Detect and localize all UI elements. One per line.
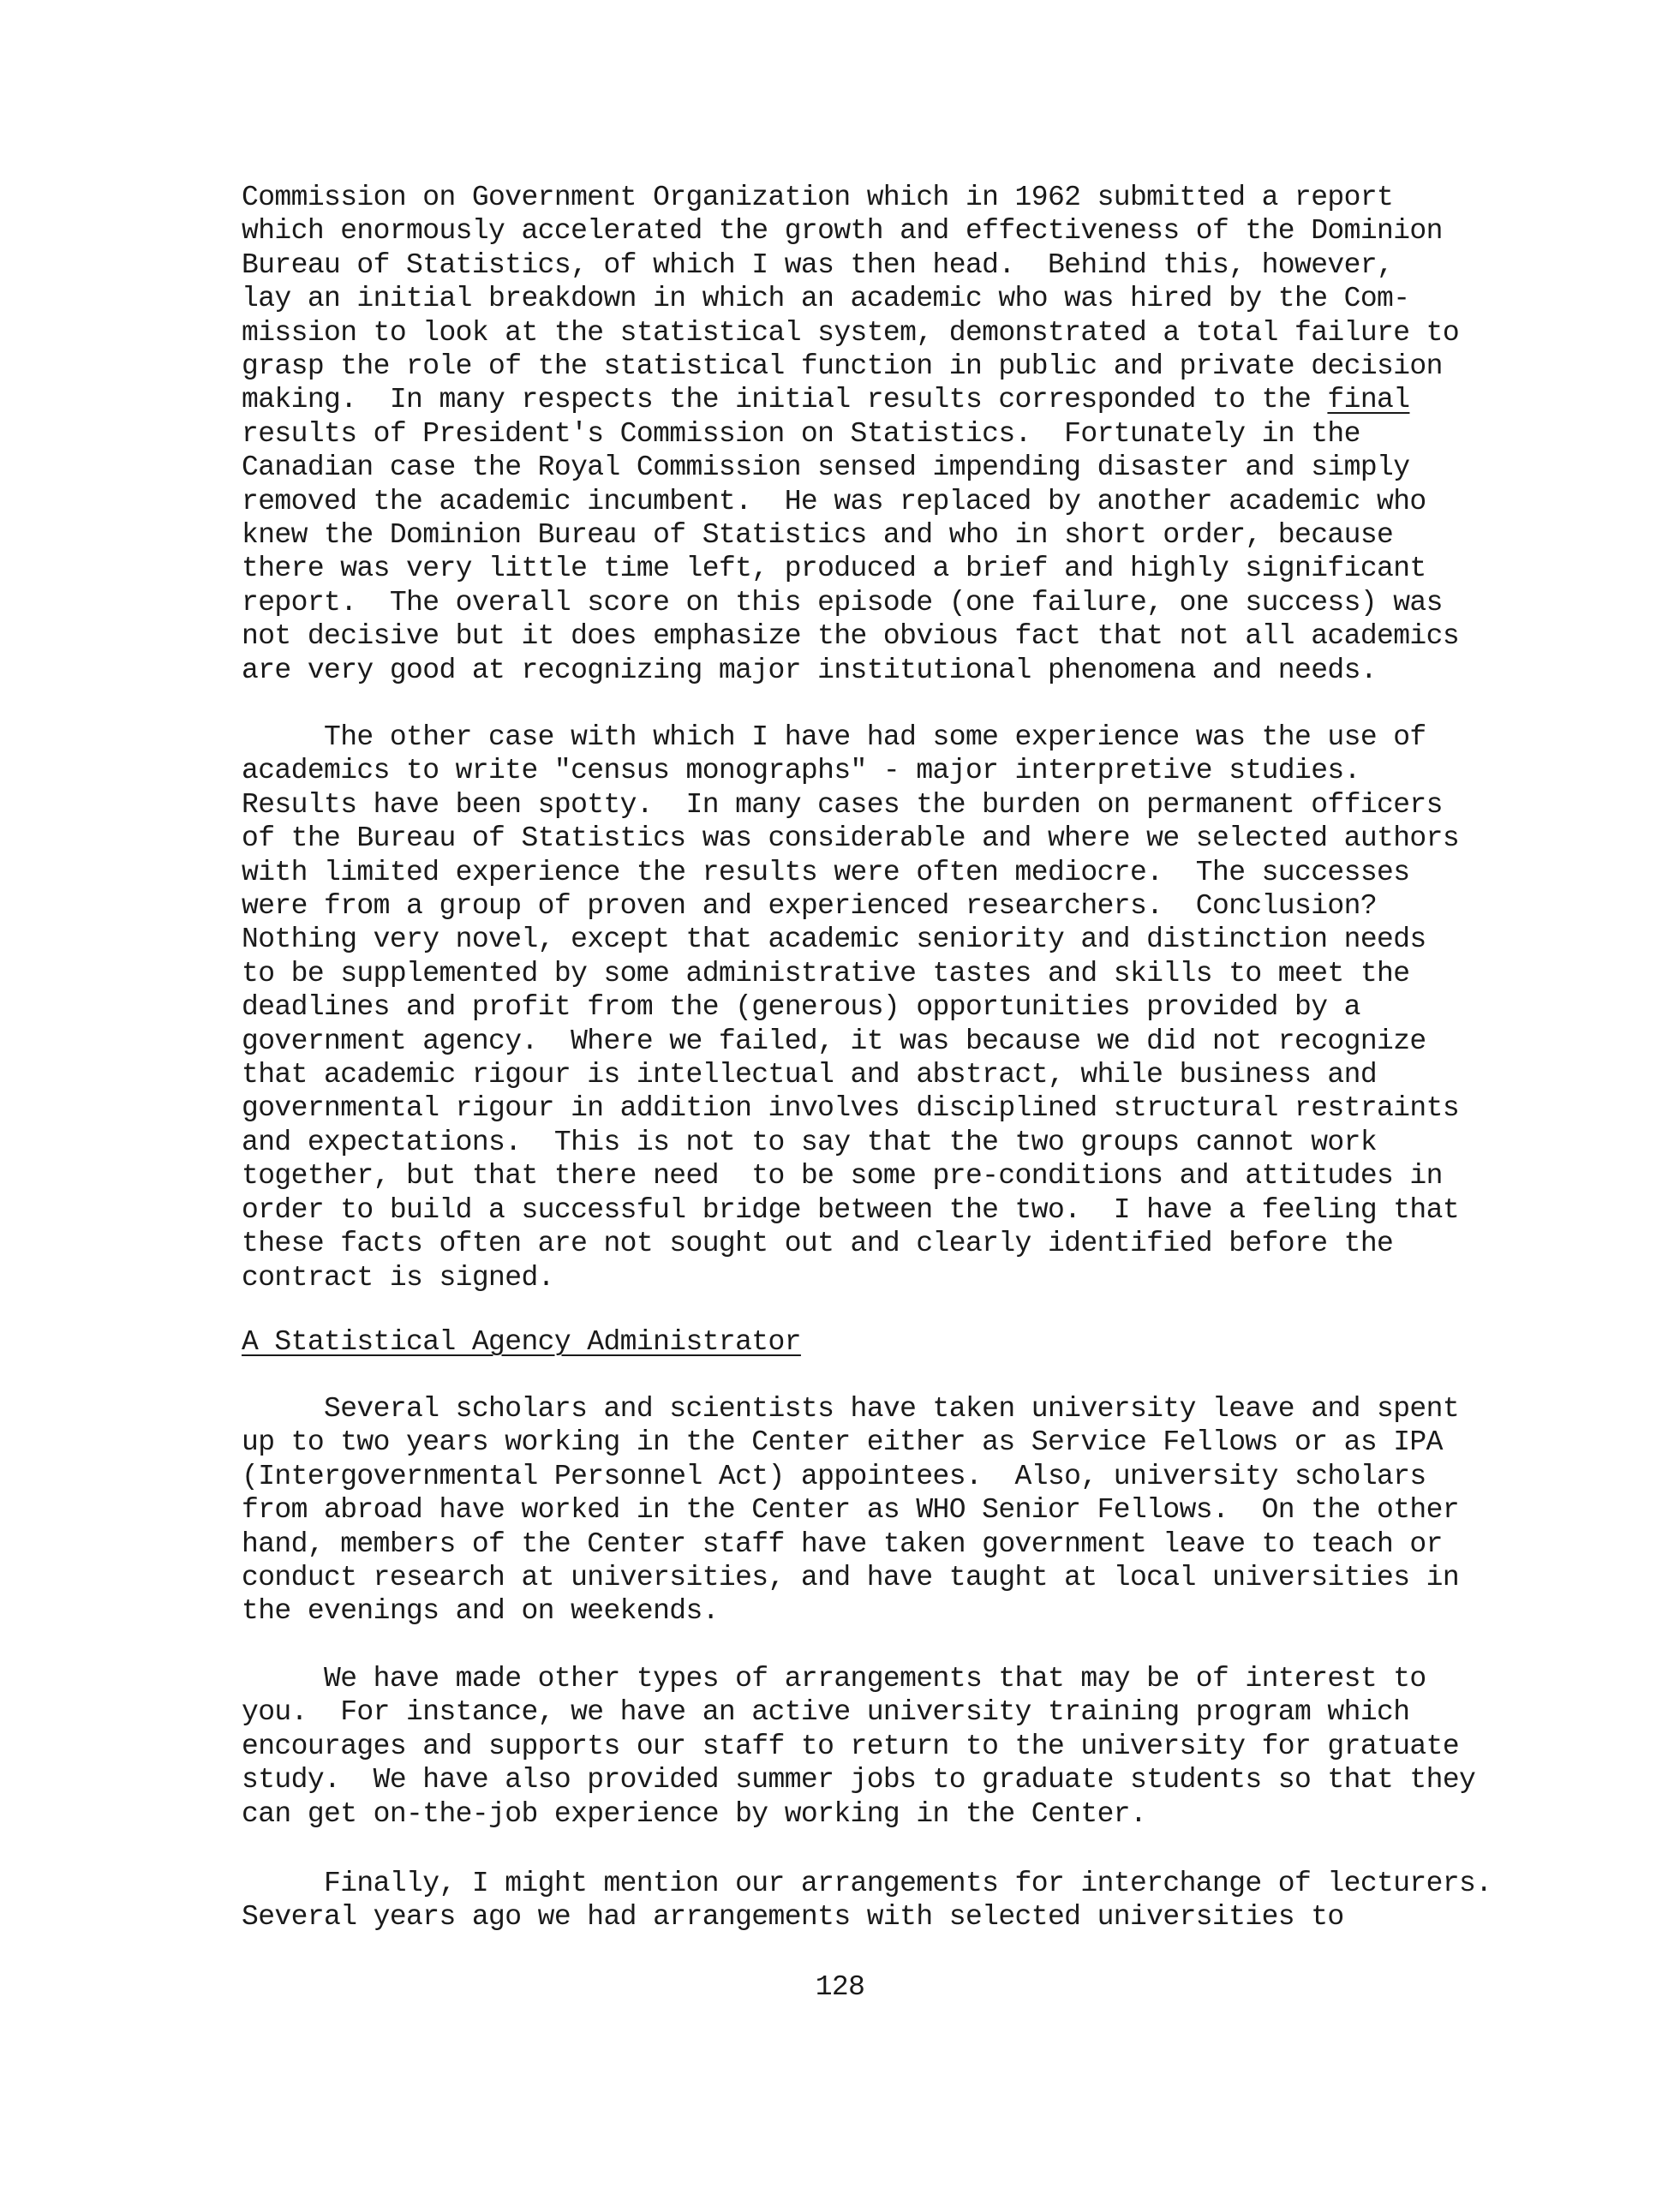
text-line: deadlines and profit from the (generous) opportunities provided by a [242, 991, 1360, 1024]
page-number: 128 [815, 1971, 865, 2003]
text-line: and expectations. This is not to say that the two groups cannot work [242, 1126, 1378, 1158]
paragraph-interchange-lecturers [242, 1867, 1510, 1934]
text-line [242, 383, 1510, 416]
text-line: order to build a successful bridge between the two. I have a feeling that [242, 1193, 1460, 1226]
text-line: knew the Dominion Bureau of Statistics and who in short order, because [242, 519, 1394, 552]
text-line: the evenings and on weekends. [242, 1595, 719, 1628]
text-line: study. We have also provided summer jobs to graduate students so that they [242, 1764, 1476, 1796]
text-line: removed the academic incumbent. He was replaced by another academic who [242, 485, 1426, 517]
text-line: results of President's Commission on Statistics. Fortunately in the [242, 417, 1360, 450]
paragraph-commission [242, 181, 1510, 687]
text-line: academics to write "census monographs" - major interpretive studies. [242, 755, 1360, 787]
text-line: can get on-the-job experience by working in the Center. [242, 1797, 1147, 1830]
text-line: which enormously accelerated the growth and effectiveness of the Dominion [242, 215, 1443, 248]
text-line: grasp the role of the statistical function in public and private decision [242, 350, 1443, 383]
text-line: you. For instance, we have an active university training program which [242, 1696, 1410, 1729]
text-line: from abroad have worked in the Center as WHO Senior Fellows. On the other [242, 1494, 1460, 1527]
text-line: there was very little time left, produced a brief and highly significant [242, 553, 1426, 585]
text-line: that academic rigour is intellectual and abstract, while business and [242, 1059, 1378, 1091]
section-heading-text: A Statistical Agency Administrator [242, 1326, 801, 1358]
text-line: hand, members of the Center staff have taken government leave to teach or [242, 1527, 1443, 1560]
text-line: were from a group of proven and experienced researchers. Conclusion? [242, 890, 1378, 923]
text-line: governmental rigour in addition involves disciplined structural restraints [242, 1092, 1460, 1125]
paragraph-scholars-leave [242, 1392, 1510, 1629]
text-line: government agency. Where we failed, it was because we did not recognize [242, 1025, 1426, 1057]
text-line: Canadian case the Royal Commission sensed impending disaster and simply [242, 451, 1410, 484]
section-heading [242, 1325, 1510, 1359]
paragraph-census-monographs [242, 720, 1510, 1294]
text-line: encourages and supports our staff to return to the university for gratuate [242, 1730, 1460, 1762]
text-line: of the Bureau of Statistics was considerable and where we selected authors [242, 822, 1460, 855]
text-line: are very good at recognizing major institutional phenomena and needs. [242, 654, 1378, 686]
text-line: up to two years working in the Center either as Service Fellows or as IPA [242, 1426, 1443, 1459]
text-line: conduct research at universities, and have taught at local universities in [242, 1562, 1460, 1594]
text-line: together, but that there need to be some pre-conditions and attitudes in [242, 1160, 1443, 1193]
text-line: Nothing very novel, except that academic seniority and distinction needs [242, 924, 1426, 956]
text-line-start: making. In many respects the initial results corresponded to the [242, 384, 1328, 416]
text-line: report. The overall score on this episode (one failure, one success) was [242, 586, 1443, 619]
paragraph-other-arrangements [242, 1662, 1510, 1831]
text-line: We have made other types of arrangements that may be of interest to [242, 1663, 1426, 1695]
text-line: (Intergovernmental Personnel Act) appointees. Also, university scholars [242, 1460, 1426, 1492]
text-line: The other case with which I have had some experience was the use of [242, 721, 1426, 753]
text-line: mission to look at the statistical system, demonstrated a total failure to [242, 316, 1460, 349]
text-line: contract is signed. [242, 1261, 554, 1294]
text-line: Several scholars and scientists have taken university leave and spent [242, 1393, 1460, 1425]
text-line: with limited experience the results were often mediocre. The successes [242, 856, 1410, 888]
text-line: these facts often are not sought out and clearly identified before the [242, 1228, 1394, 1260]
text-line: Commission on Government Organization which in 1962 submitted a report [242, 182, 1394, 213]
underlined-word: final [1327, 384, 1410, 416]
text-line: Finally, I might mention our arrangements for interchange of lecturers. [242, 1868, 1492, 1899]
text-line: Results have been spotty. In many cases the burden on permanent officers [242, 788, 1443, 821]
text-line: lay an initial breakdown in which an academic who was hired by the Com- [242, 283, 1410, 315]
text-line: Bureau of Statistics, of which I was then head. Behind this, however, [242, 248, 1394, 281]
text-line: Several years ago we had arrangements with selected universities to [242, 1901, 1344, 1934]
text-line: to be supplemented by some administrative tastes and skills to meet the [242, 957, 1410, 989]
text-line: not decisive but it does emphasize the obvious fact that not all academics [242, 620, 1460, 653]
